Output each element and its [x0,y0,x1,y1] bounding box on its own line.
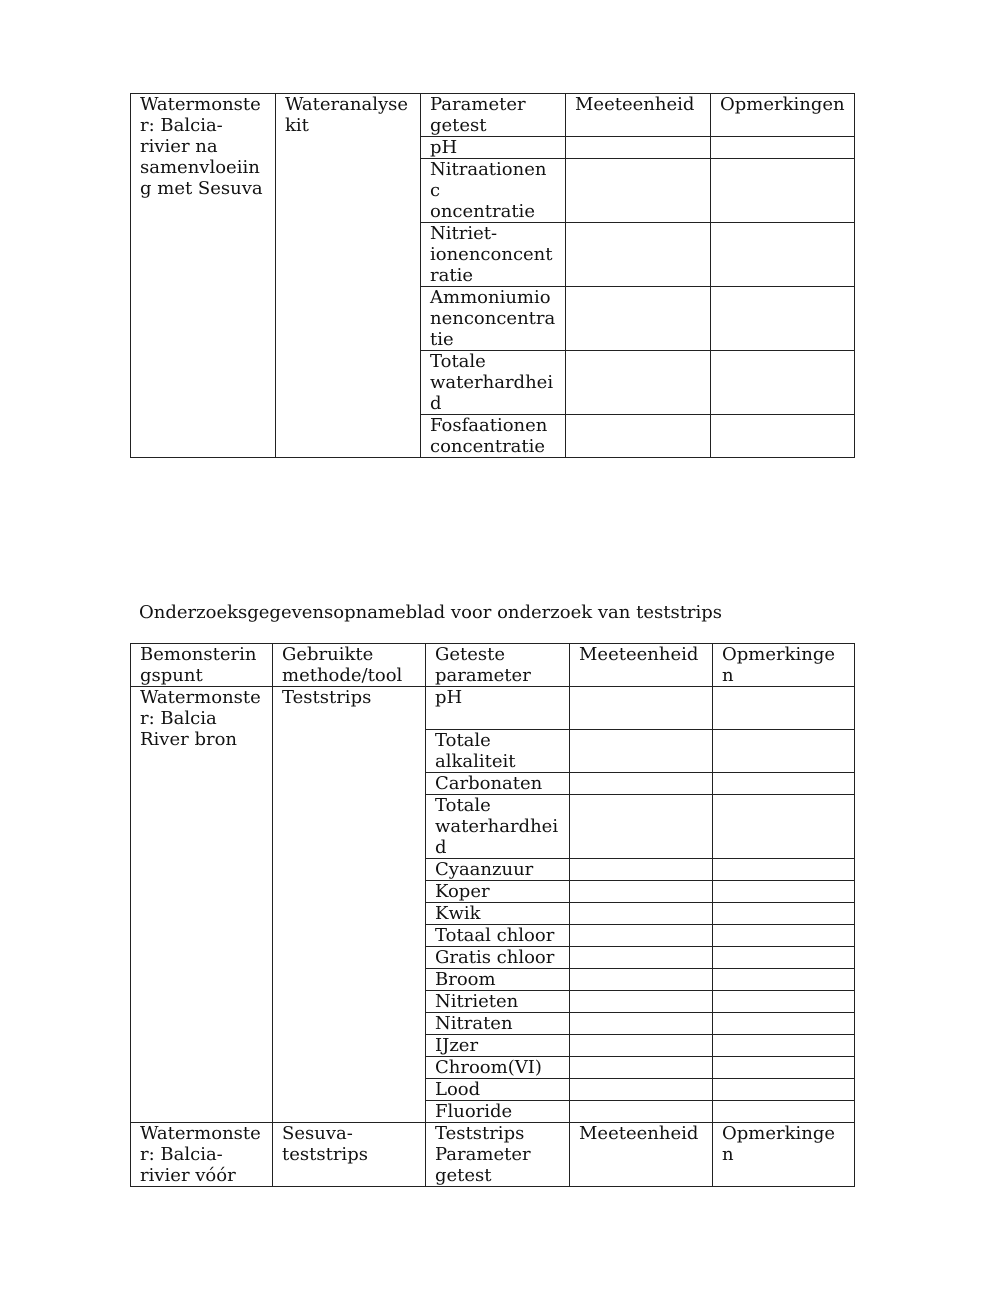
parameter-cell: Totale alkaliteit [426,730,570,773]
remarks-cell[interactable] [711,137,855,159]
remarks-cell[interactable] [713,1079,855,1101]
parameter-cell: Kwik [426,903,570,925]
sampling-point-header: Bemonsterin gspunt [131,644,273,687]
water-analysis-table [130,93,855,458]
method-cell: Teststrips [273,687,426,1123]
parameter-cell: Nitraationenc oncentratie [421,159,566,223]
unit-cell[interactable] [570,1101,713,1123]
unit-cell[interactable] [566,287,711,351]
unit-cell[interactable] [570,991,713,1013]
parameter-cell: Nitriet- ionenconcent ratie [421,223,566,287]
remarks-cell[interactable] [711,159,855,223]
unit-cell[interactable] [570,859,713,881]
remarks-cell[interactable] [711,351,855,415]
remarks-header: Opmerkingen [713,1123,855,1187]
unit-cell[interactable] [570,947,713,969]
unit-cell[interactable] [566,137,711,159]
parameter-cell: IJzer [426,1035,570,1057]
remarks-cell[interactable] [713,925,855,947]
parameter-cell: Lood [426,1079,570,1101]
remarks-cell[interactable] [713,969,855,991]
unit-cell[interactable] [570,730,713,773]
sample-cell: Watermonste r: Balcia- rivier na samenvloeiin g met Sesuva [131,94,276,458]
unit-cell[interactable] [570,687,713,730]
remarks-cell[interactable] [713,730,855,773]
remarks-cell[interactable] [713,773,855,795]
remarks-cell[interactable] [713,1013,855,1035]
method-cell: Wateranalyse kit [276,94,421,458]
unit-cell[interactable] [566,223,711,287]
remarks-cell[interactable] [713,1035,855,1057]
remarks-cell[interactable] [713,687,855,730]
unit-cell[interactable] [570,881,713,903]
parameter-cell: Fosfaationen concentratie [421,415,566,458]
table-caption: Onderzoeksgegevensopnameblad voor onderzoek van teststrips [139,602,723,623]
remarks-header: Opmerkingen [713,644,855,687]
remarks-cell[interactable] [713,881,855,903]
remarks-cell[interactable] [713,1057,855,1079]
method-cell: Sesuva- teststrips [273,1123,426,1187]
unit-cell[interactable] [570,1013,713,1035]
parameter-cell: Totaal chloor [426,925,570,947]
parameter-header: Geteste parameter [426,644,570,687]
remarks-cell[interactable] [713,903,855,925]
unit-cell[interactable] [570,1079,713,1101]
remarks-cell[interactable] [713,991,855,1013]
parameter-cell: Nitrieten [426,991,570,1013]
unit-cell[interactable] [570,903,713,925]
remarks-cell[interactable] [711,287,855,351]
parameter-cell: Chroom(VI) [426,1057,570,1079]
parameter-cell: Totale waterhardhei d [421,351,566,415]
unit-header: Meeteenheid [570,644,713,687]
parameter-cell: Gratis chloor [426,947,570,969]
parameter-cell: Koper [426,881,570,903]
sample-cell: Watermonste r: Balcia- rivier vóór [131,1123,273,1187]
remarks-cell[interactable] [711,223,855,287]
unit-cell[interactable] [566,351,711,415]
remarks-cell[interactable] [713,859,855,881]
unit-cell[interactable] [566,415,711,458]
unit-cell[interactable] [570,1057,713,1079]
parameter-cell: pH [426,687,570,730]
unit-cell[interactable] [570,773,713,795]
remarks-header: Opmerkingen [711,94,855,137]
parameter-cell: Cyaanzuur [426,859,570,881]
remarks-cell[interactable] [713,947,855,969]
parameter-cell: Fluoride [426,1101,570,1123]
parameter-cell: Teststrips Parameter getest [426,1123,570,1187]
unit-header: Meeteenheid [566,94,711,137]
unit-cell[interactable] [566,159,711,223]
sample-cell: Watermonste r: Balcia River bron [131,687,273,1123]
parameter-cell: Totale waterhardhei d [426,795,570,859]
unit-header: Meeteenheid [570,1123,713,1187]
parameter-cell: Ammoniumio nenconcentra tie [421,287,566,351]
teststrips-table [130,643,855,1187]
remarks-cell[interactable] [711,415,855,458]
parameter-cell: Nitraten [426,1013,570,1035]
unit-cell[interactable] [570,969,713,991]
parameter-header: Parameter getest [421,94,566,137]
unit-cell[interactable] [570,1035,713,1057]
unit-cell[interactable] [570,925,713,947]
parameter-cell: Broom [426,969,570,991]
remarks-cell[interactable] [713,795,855,859]
parameter-cell: pH [421,137,566,159]
parameter-cell: Carbonaten [426,773,570,795]
unit-cell[interactable] [570,795,713,859]
remarks-cell[interactable] [713,1101,855,1123]
method-header: Gebruikte methode/tool [273,644,426,687]
